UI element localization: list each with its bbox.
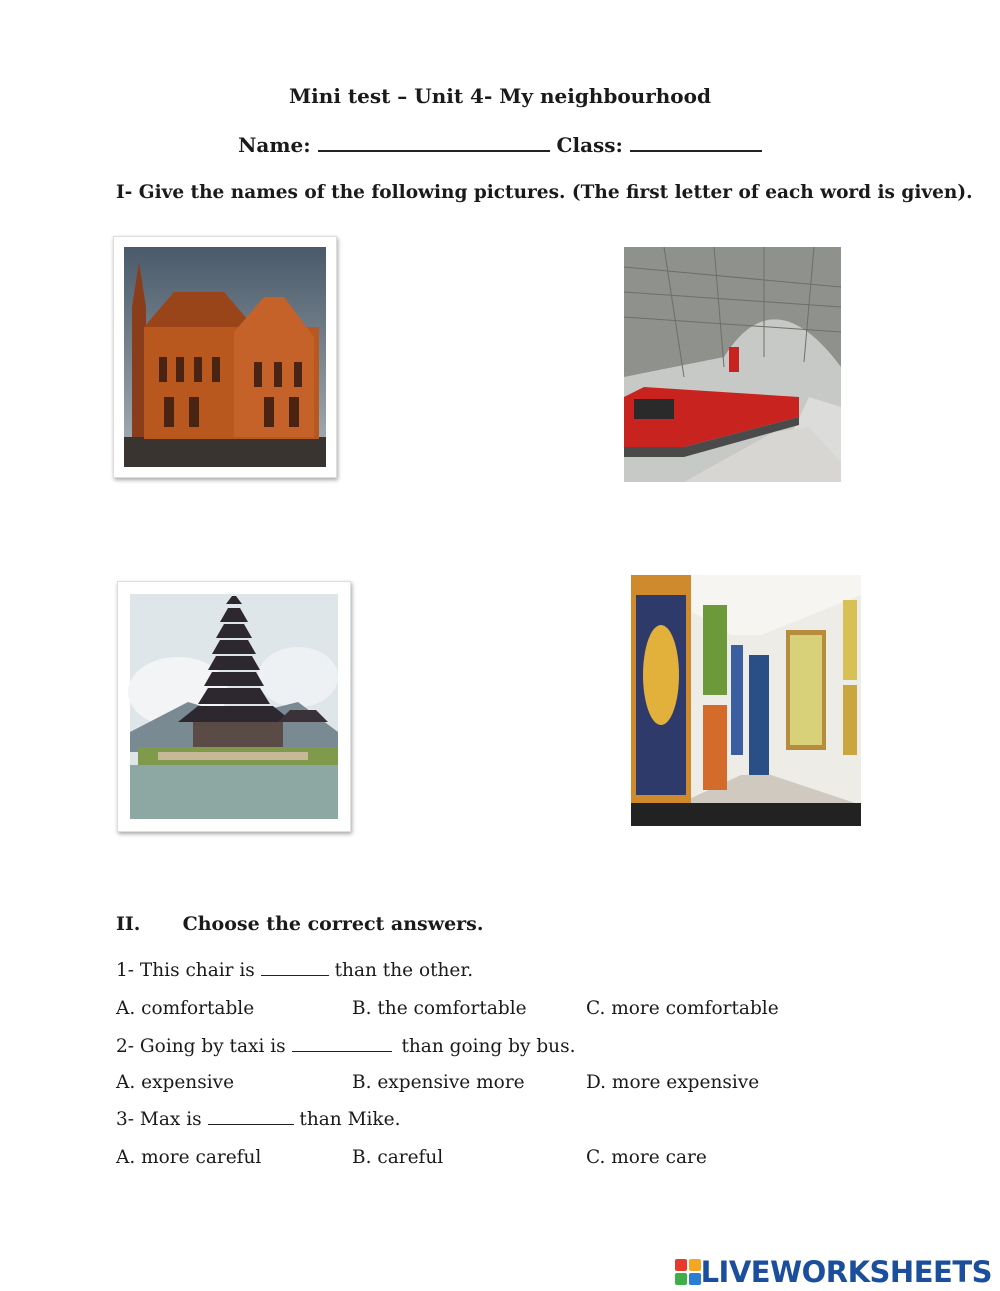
question-1-option-b[interactable]: B. the comfortable bbox=[352, 998, 527, 1019]
question-3-option-b[interactable]: B. careful bbox=[352, 1147, 444, 1168]
question-2-text-after: than going by bus. bbox=[401, 1036, 576, 1057]
question-3-option-a[interactable]: A. more careful bbox=[116, 1147, 262, 1168]
art-gallery-picture bbox=[631, 575, 861, 826]
name-class-line bbox=[0, 133, 1000, 157]
liveworksheets-logo[interactable] bbox=[675, 1255, 992, 1289]
question-3-text-before: 3- Max is bbox=[116, 1109, 202, 1130]
name-label: Name: bbox=[238, 133, 311, 157]
question-3-option-c[interactable]: C. more care bbox=[586, 1147, 707, 1168]
class-label: Class: bbox=[556, 133, 623, 157]
question-1-text-before: 1- This chair is bbox=[116, 960, 255, 981]
liveworksheets-logo-text: LIVEWORKSHEETS bbox=[700, 1255, 992, 1289]
question-1-text-after: than the other. bbox=[334, 960, 474, 981]
train-station-picture bbox=[624, 247, 841, 482]
section1-instruction: I- Give the names of the following pictures. (The first letter of each word is given). bbox=[116, 182, 973, 203]
train-station-image bbox=[624, 247, 841, 482]
question-3-text-after: than Mike. bbox=[299, 1109, 401, 1130]
question-1 bbox=[116, 960, 473, 981]
question-2 bbox=[116, 1036, 575, 1057]
liveworksheets-logo-icon bbox=[675, 1259, 701, 1285]
worksheet-title: Mini test – Unit 4- My neighbourhood bbox=[289, 84, 711, 108]
section2-title: Choose the correct answers. bbox=[182, 913, 484, 935]
question-2-text-before: 2- Going by taxi is bbox=[116, 1036, 286, 1057]
pagoda-picture bbox=[117, 581, 351, 832]
name-blank[interactable] bbox=[318, 136, 550, 152]
cathedral-picture bbox=[113, 236, 337, 478]
question-3 bbox=[116, 1109, 400, 1130]
pagoda-image bbox=[118, 582, 350, 831]
class-blank[interactable] bbox=[630, 136, 762, 152]
question-1-blank[interactable] bbox=[261, 963, 329, 976]
art-gallery-image bbox=[631, 575, 861, 826]
question-3-blank[interactable] bbox=[208, 1112, 294, 1125]
question-2-blank[interactable] bbox=[292, 1039, 392, 1052]
question-1-option-c[interactable]: C. more comfortable bbox=[586, 998, 779, 1019]
cathedral-image bbox=[114, 237, 336, 477]
question-2-option-d[interactable]: D. more expensive bbox=[586, 1072, 760, 1093]
question-1-option-a[interactable]: A. comfortable bbox=[116, 998, 255, 1019]
section2-number: II. bbox=[116, 913, 141, 935]
question-2-option-b[interactable]: B. expensive more bbox=[352, 1072, 525, 1093]
section2-heading bbox=[116, 913, 484, 935]
question-2-option-a[interactable]: A. expensive bbox=[116, 1072, 235, 1093]
